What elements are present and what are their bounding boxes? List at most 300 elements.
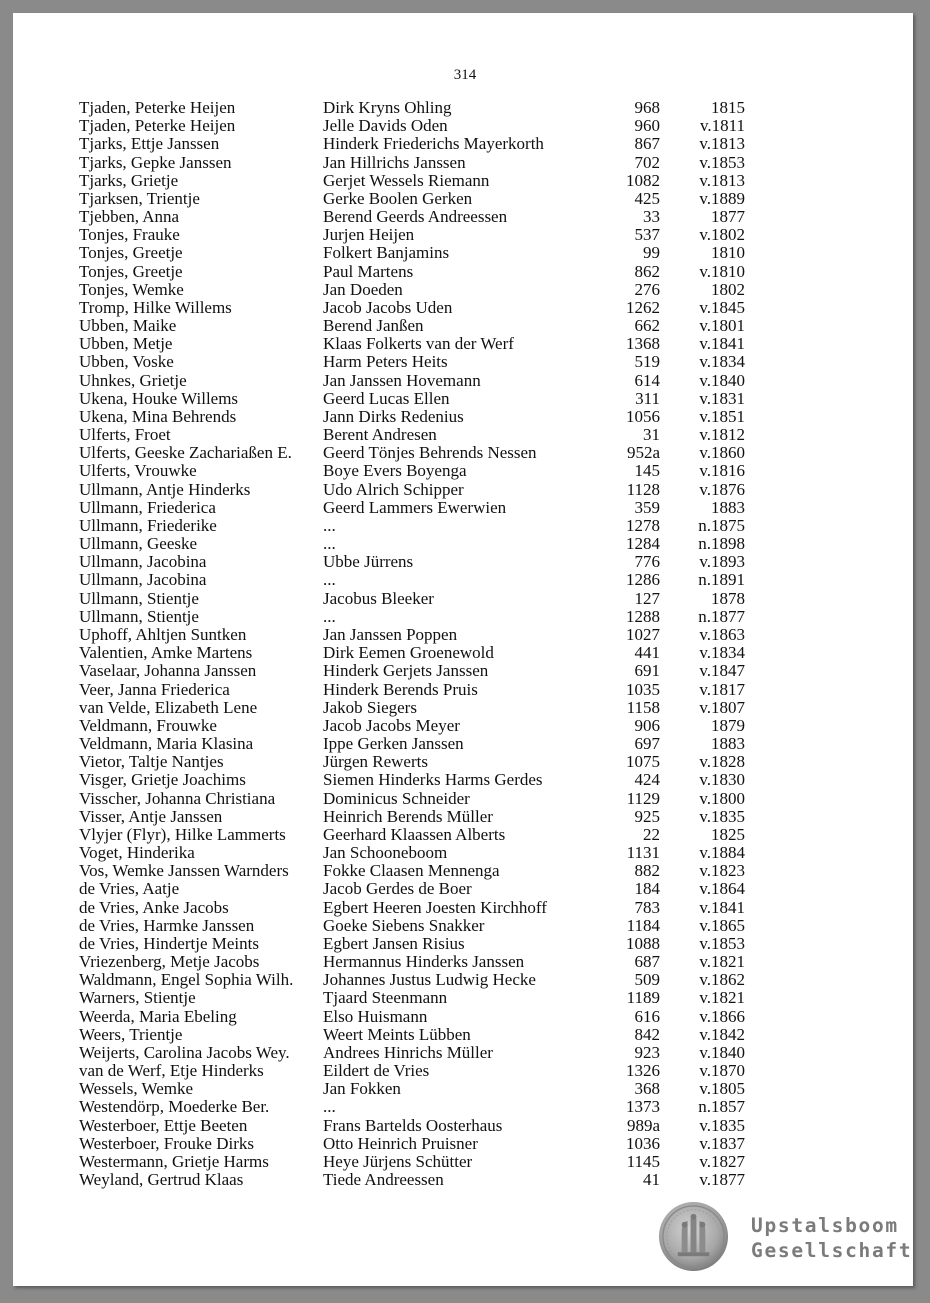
- person-name: Tjaden, Peterke Heijen: [79, 98, 236, 117]
- person-name: Weyland, Gertrud Klaas: [79, 1170, 244, 1190]
- person-name: Ullmann, Friederike: [79, 515, 217, 535]
- person-name: Valentien, Amke Martens: [79, 643, 253, 663]
- spouse-name: Ippe Gerken Janssen: [323, 734, 464, 754]
- person-name: Waldmann, Engel Sophia Wilh.: [79, 970, 294, 990]
- marriage-year: v.1807: [699, 697, 745, 717]
- spouse-name: Otto Heinrich Pruisner: [323, 1133, 478, 1153]
- person-name: Westendörp, Moederke Ber.: [79, 1097, 270, 1117]
- person-name: Ukena, Houke Willems: [79, 388, 239, 408]
- person-name: Westermann, Grietje Harms: [79, 1151, 269, 1171]
- person-name: Tjaden, Peterke Heijen: [79, 116, 236, 136]
- record-number: 1131: [626, 843, 660, 863]
- spouse-name: Dirk Kryns Ohling: [323, 98, 452, 117]
- record-number: 1088: [626, 933, 660, 953]
- spouse-name: Jan Schooneboom: [323, 843, 448, 863]
- person-name: de Vries, Anke Jacobs: [79, 897, 229, 917]
- spouse-name: Geerd Lammers Ewerwien: [323, 497, 507, 517]
- spouse-name: Jurjen Heijen: [323, 225, 415, 245]
- person-name: Voget, Hinderika: [79, 843, 195, 863]
- marriage-year: n.1898: [698, 534, 745, 554]
- register-row: [79, 608, 759, 626]
- spouse-name: Tiede Andreessen: [323, 1170, 444, 1190]
- record-number: 509: [634, 970, 660, 990]
- person-name: Ullmann, Jacobina: [79, 570, 207, 590]
- person-name: Weerda, Maria Ebeling: [79, 1006, 237, 1026]
- record-number: 99: [643, 243, 660, 263]
- register-row: [79, 317, 759, 335]
- record-number: 989a: [626, 1115, 660, 1135]
- spouse-name: Jürgen Rewerts: [323, 752, 428, 772]
- person-name: Tromp, Hilke Willems: [79, 297, 232, 317]
- record-number: 1278: [626, 515, 660, 535]
- marriage-year: v.1831: [699, 388, 745, 408]
- spouse-name: ...: [323, 1097, 336, 1117]
- spouse-name: Eildert de Vries: [323, 1061, 430, 1081]
- record-number: 311: [635, 388, 660, 408]
- register-row: [79, 826, 759, 844]
- person-name: Vlyjer (Flyr), Hilke Lammerts: [79, 824, 286, 844]
- marriage-year: v.1877: [699, 1170, 745, 1190]
- spouse-name: Andrees Hinrichs Müller: [323, 1042, 493, 1062]
- marriage-year: v.1845: [699, 297, 745, 317]
- record-number: 687: [634, 952, 660, 972]
- upstalsboom-logo: [658, 1197, 913, 1275]
- person-name: Vos, Wemke Janssen Warnders: [79, 861, 289, 881]
- spouse-name: Gerke Boolen Gerken: [323, 188, 473, 208]
- person-name: Vietor, Taltje Nantjes: [79, 752, 224, 772]
- register-row: [79, 1098, 759, 1116]
- marriage-year: n.1891: [698, 570, 745, 590]
- marriage-year: v.1876: [699, 479, 745, 499]
- spouse-name: Jacob Gerdes de Boer: [323, 879, 472, 899]
- spouse-name: Fokke Claasen Mennenga: [323, 861, 500, 881]
- marriage-year: v.1841: [699, 897, 745, 917]
- spouse-name: Paul Martens: [323, 261, 414, 281]
- marriage-year: v.1830: [699, 770, 745, 790]
- record-number: 1368: [626, 334, 660, 354]
- register-row: [79, 390, 759, 408]
- register-row: [79, 1044, 759, 1062]
- record-number: 537: [634, 225, 660, 245]
- record-number: 1286: [626, 570, 660, 590]
- register-row: [79, 444, 759, 462]
- register-row: [79, 426, 759, 444]
- register-row: [79, 953, 759, 971]
- spouse-name: Jan Fokken: [323, 1079, 401, 1099]
- person-name: Ullmann, Friederica: [79, 497, 216, 517]
- marriage-year: v.1870: [699, 1061, 745, 1081]
- person-name: Ubben, Metje: [79, 334, 173, 354]
- record-number: 867: [634, 134, 660, 154]
- record-number: 1036: [626, 1133, 660, 1153]
- register-row: [79, 717, 759, 735]
- record-number: 1184: [626, 915, 660, 935]
- record-number: 1129: [626, 788, 660, 808]
- record-number: 1056: [626, 406, 660, 426]
- marriage-year: v.1862: [699, 970, 745, 990]
- record-number: 1262: [626, 297, 660, 317]
- marriage-year: 1815: [711, 98, 745, 117]
- record-number: 697: [634, 734, 660, 754]
- person-name: Warners, Stientje: [79, 988, 196, 1008]
- spouse-name: Johannes Justus Ludwig Hecke: [323, 970, 536, 990]
- record-number: 923: [634, 1042, 660, 1062]
- marriage-year: v.1813: [699, 134, 745, 154]
- marriage-year: v.1813: [699, 170, 745, 190]
- person-name: Ulferts, Vrouwke: [79, 461, 197, 481]
- record-number: 1158: [626, 697, 660, 717]
- spouse-name: Berent Andresen: [323, 425, 437, 445]
- person-name: Veer, Janna Friederica: [79, 679, 230, 699]
- marriage-year: v.1842: [699, 1024, 745, 1044]
- marriage-year: v.1853: [699, 933, 745, 953]
- register-row: [79, 481, 759, 499]
- marriage-year: v.1865: [699, 915, 745, 935]
- spouse-name: Jacobus Bleeker: [323, 588, 434, 608]
- register-row: [79, 408, 759, 426]
- person-name: Tjarks, Ettje Janssen: [79, 134, 220, 154]
- logo-line-2: Gesellschaft: [751, 1239, 913, 1262]
- marriage-year: v.1853: [699, 152, 745, 172]
- register-row: [79, 299, 759, 317]
- record-number: 424: [634, 770, 660, 790]
- marriage-year: v.1893: [699, 552, 745, 572]
- record-number: 184: [634, 879, 660, 899]
- record-number: 1145: [626, 1151, 660, 1171]
- person-name: Ullmann, Stientje: [79, 606, 199, 626]
- record-number: 1082: [626, 170, 660, 190]
- marriage-year: v.1812: [699, 425, 745, 445]
- marriage-year: v.1863: [699, 624, 745, 644]
- record-number: 33: [643, 207, 660, 227]
- person-name: Visscher, Johanna Christiana: [79, 788, 276, 808]
- spouse-name: Elso Huismann: [323, 1006, 428, 1026]
- person-name: Westerboer, Ettje Beeten: [79, 1115, 248, 1135]
- register-row: [79, 1153, 759, 1171]
- spouse-name: Jan Doeden: [323, 279, 403, 299]
- person-name: Weers, Trientje: [79, 1024, 183, 1044]
- person-name: Tonjes, Wemke: [79, 279, 184, 299]
- person-name: Tjarks, Gepke Janssen: [79, 152, 232, 172]
- record-number: 1075: [626, 752, 660, 772]
- marriage-year: v.1889: [699, 188, 745, 208]
- spouse-name: Jann Dirks Redenius: [323, 406, 464, 426]
- marriage-register-list: [79, 99, 759, 1189]
- register-row: [79, 1026, 759, 1044]
- spouse-name: Klaas Folkerts van der Werf: [323, 334, 514, 354]
- page-number: 314: [453, 67, 477, 83]
- register-row: [79, 735, 759, 753]
- marriage-year: 1878: [711, 588, 745, 608]
- spouse-name: Jan Janssen Poppen: [323, 624, 458, 644]
- person-name: Ukena, Mina Behrends: [79, 406, 237, 426]
- record-number: 952a: [626, 443, 660, 463]
- person-name: Tonjes, Frauke: [79, 225, 180, 245]
- marriage-year: v.1821: [699, 988, 745, 1008]
- record-number: 862: [634, 261, 660, 281]
- record-number: 145: [634, 461, 660, 481]
- register-row: [79, 172, 759, 190]
- record-number: 519: [634, 352, 660, 372]
- spouse-name: Egbert Jansen Risius: [323, 933, 465, 953]
- spouse-name: Jan Janssen Hovemann: [323, 370, 481, 390]
- person-name: van Velde, Elizabeth Lene: [79, 697, 258, 717]
- marriage-year: v.1805: [699, 1079, 745, 1099]
- record-number: 368: [634, 1079, 660, 1099]
- record-number: 276: [634, 279, 660, 299]
- marriage-year: v.1810: [699, 261, 745, 281]
- person-name: Tonjes, Greetje: [79, 243, 183, 263]
- marriage-year: v.1800: [699, 788, 745, 808]
- record-number: 776: [634, 552, 660, 572]
- person-name: Tonjes, Greetje: [79, 261, 183, 281]
- record-number: 1128: [626, 479, 660, 499]
- record-number: 1035: [626, 679, 660, 699]
- person-name: Ullmann, Stientje: [79, 588, 199, 608]
- register-row: [79, 590, 759, 608]
- record-number: 1373: [626, 1097, 660, 1117]
- register-row: [79, 1008, 759, 1026]
- spouse-name: Geerd Tönjes Behrends Nessen: [323, 443, 537, 463]
- person-name: Ulferts, Froet: [79, 425, 171, 445]
- spouse-name: Udo Alrich Schipper: [323, 479, 464, 499]
- register-row: [79, 971, 759, 989]
- person-name: Veldmann, Frouwke: [79, 715, 217, 735]
- marriage-year: 1802: [711, 279, 745, 299]
- register-row: [79, 154, 759, 172]
- register-row: [79, 681, 759, 699]
- register-row: [79, 844, 759, 862]
- register-row: [79, 226, 759, 244]
- marriage-year: v.1835: [699, 806, 745, 826]
- register-row: [79, 117, 759, 135]
- register-row: [79, 553, 759, 571]
- register-row: [79, 808, 759, 826]
- marriage-year: v.1811: [699, 116, 745, 136]
- record-number: 882: [634, 861, 660, 881]
- person-name: Ubben, Maike: [79, 316, 177, 336]
- marriage-year: v.1864: [699, 879, 745, 899]
- record-number: 842: [634, 1024, 660, 1044]
- person-name: Wessels, Wemke: [79, 1079, 194, 1099]
- spouse-name: ...: [323, 534, 336, 554]
- register-row: [79, 1171, 759, 1189]
- marriage-year: 1825: [711, 824, 745, 844]
- register-row: [79, 499, 759, 517]
- spouse-name: Hermannus Hinderks Janssen: [323, 952, 525, 972]
- register-row: [79, 771, 759, 789]
- register-row: [79, 517, 759, 535]
- register-row: [79, 372, 759, 390]
- marriage-year: v.1835: [699, 1115, 745, 1135]
- record-number: 1326: [626, 1061, 660, 1081]
- marriage-year: n.1857: [698, 1097, 745, 1117]
- register-row: [79, 281, 759, 299]
- register-row: [79, 753, 759, 771]
- marriage-year: 1883: [711, 734, 745, 754]
- register-row: [79, 1062, 759, 1080]
- person-name: Westerboer, Frouke Dirks: [79, 1133, 254, 1153]
- person-name: Tjarks, Grietje: [79, 170, 179, 190]
- register-row: [79, 790, 759, 808]
- register-row: [79, 917, 759, 935]
- spouse-name: Jelle Davids Oden: [323, 116, 448, 136]
- spouse-name: Ubbe Jürrens: [323, 552, 414, 572]
- register-row: [79, 862, 759, 880]
- record-number: 1284: [626, 534, 660, 554]
- register-row: [79, 662, 759, 680]
- marriage-year: v.1841: [699, 334, 745, 354]
- marriage-year: v.1802: [699, 225, 745, 245]
- register-row: [79, 335, 759, 353]
- register-row: [79, 135, 759, 153]
- marriage-year: v.1816: [699, 461, 745, 481]
- marriage-year: v.1827: [699, 1151, 745, 1171]
- spouse-name: Goeke Siebens Snakker: [323, 915, 485, 935]
- spouse-name: Hinderk Gerjets Janssen: [323, 661, 489, 681]
- record-number: 1288: [626, 606, 660, 626]
- spouse-name: Jacob Jacobs Uden: [323, 297, 453, 317]
- marriage-year: v.1828: [699, 752, 745, 772]
- person-name: Visser, Antje Janssen: [79, 806, 223, 826]
- person-name: de Vries, Harmke Janssen: [79, 915, 255, 935]
- person-name: Vaselaar, Johanna Janssen: [79, 661, 257, 681]
- record-number: 41: [643, 1170, 660, 1190]
- record-number: 441: [634, 643, 660, 663]
- spouse-name: Jacob Jacobs Meyer: [323, 715, 460, 735]
- spouse-name: ...: [323, 606, 336, 626]
- register-row: [79, 1117, 759, 1135]
- record-number: 691: [634, 661, 660, 681]
- spouse-name: ...: [323, 515, 336, 535]
- record-number: 968: [634, 98, 660, 117]
- record-number: 702: [634, 152, 660, 172]
- marriage-year: v.1847: [699, 661, 745, 681]
- register-row: [79, 989, 759, 1007]
- person-name: Uphoff, Ahltjen Suntken: [79, 624, 247, 644]
- spouse-name: Heinrich Berends Müller: [323, 806, 493, 826]
- record-number: 783: [634, 897, 660, 917]
- register-row: [79, 263, 759, 281]
- person-name: Tjarksen, Trientje: [79, 188, 200, 208]
- record-number: 614: [634, 370, 660, 390]
- record-number: 662: [634, 316, 660, 336]
- marriage-year: v.1866: [699, 1006, 745, 1026]
- register-row: [79, 190, 759, 208]
- register-row: [79, 208, 759, 226]
- record-number: 1189: [626, 988, 660, 1008]
- person-name: Ubben, Voske: [79, 352, 174, 372]
- register-row: [79, 462, 759, 480]
- spouse-name: Gerjet Wessels Riemann: [323, 170, 490, 190]
- marriage-year: v.1884: [699, 843, 745, 863]
- person-name: Weijerts, Carolina Jacobs Wey.: [79, 1042, 290, 1062]
- spouse-name: Geerd Lucas Ellen: [323, 388, 450, 408]
- register-row: [79, 626, 759, 644]
- record-number: 616: [634, 1006, 660, 1026]
- record-number: 960: [634, 116, 660, 136]
- marriage-year: v.1851: [699, 406, 745, 426]
- spouse-name: Hinderk Friederichs Mayerkorth: [323, 134, 544, 154]
- person-name: de Vries, Hindertje Meints: [79, 933, 259, 953]
- person-name: Visger, Grietje Joachims: [79, 770, 246, 790]
- person-name: Ullmann, Jacobina: [79, 552, 207, 572]
- person-name: Uhnkes, Grietje: [79, 370, 187, 390]
- marriage-year: 1877: [711, 207, 745, 227]
- marriage-year: v.1821: [699, 952, 745, 972]
- marriage-year: v.1834: [699, 352, 745, 372]
- spouse-name: Berend Geerds Andreessen: [323, 207, 508, 227]
- person-name: Vriezenberg, Metje Jacobs: [79, 952, 260, 972]
- spouse-name: Folkert Banjamins: [323, 243, 450, 263]
- record-number: 925: [634, 806, 660, 826]
- register-row: [79, 1135, 759, 1153]
- spouse-name: Berend Janßen: [323, 316, 424, 336]
- logo-line-1: Upstalsboom: [751, 1214, 899, 1237]
- register-row: [79, 699, 759, 717]
- spouse-name: Hinderk Berends Pruis: [323, 679, 478, 699]
- marriage-year: v.1817: [699, 679, 745, 699]
- marriage-year: v.1840: [699, 370, 745, 390]
- marriage-year: 1810: [711, 243, 745, 263]
- record-number: 22: [643, 824, 660, 844]
- marriage-year: n.1877: [698, 606, 745, 626]
- person-name: Tjebben, Anna: [79, 207, 180, 227]
- register-row: [79, 644, 759, 662]
- person-name: Ullmann, Geeske: [79, 534, 198, 554]
- record-number: 906: [634, 715, 660, 735]
- marriage-year: 1879: [711, 715, 745, 735]
- register-row: [79, 353, 759, 371]
- marriage-year: 1883: [711, 497, 745, 517]
- record-number: 31: [643, 425, 660, 445]
- marriage-year: v.1840: [699, 1042, 745, 1062]
- spouse-name: Geerhard Klaassen Alberts: [323, 824, 506, 844]
- register-row: [79, 899, 759, 917]
- marriage-year: v.1834: [699, 643, 745, 663]
- person-name: Ullmann, Antje Hinderks: [79, 479, 251, 499]
- person-name: de Vries, Aatje: [79, 879, 180, 899]
- register-row: [79, 571, 759, 589]
- spouse-name: Weert Meints Lübben: [323, 1024, 471, 1044]
- spouse-name: ...: [323, 570, 336, 590]
- person-name: van de Werf, Etje Hinderks: [79, 1061, 264, 1081]
- marriage-year: v.1837: [699, 1133, 745, 1153]
- record-number: 1027: [626, 624, 660, 644]
- spouse-name: Siemen Hinderks Harms Gerdes: [323, 770, 543, 790]
- marriage-year: v.1860: [699, 443, 745, 463]
- spouse-name: Harm Peters Heits: [323, 352, 448, 372]
- record-number: 127: [634, 588, 660, 608]
- marriage-year: v.1823: [699, 861, 745, 881]
- marriage-year: n.1875: [698, 515, 745, 535]
- spouse-name: Dirk Eemen Groenewold: [323, 643, 494, 663]
- spouse-name: Jakob Siegers: [323, 697, 417, 717]
- spouse-name: Heye Jürjens Schütter: [323, 1151, 473, 1171]
- person-name: Ulferts, Geeske Zachariaßen E.: [79, 443, 292, 463]
- record-number: 425: [634, 188, 660, 208]
- record-number: 359: [634, 497, 660, 517]
- marriage-year: v.1801: [699, 316, 745, 336]
- register-row: [79, 880, 759, 898]
- register-row: [79, 244, 759, 262]
- register-row: [79, 935, 759, 953]
- spouse-name: Egbert Heeren Joesten Kirchhoff: [323, 897, 547, 917]
- spouse-name: Frans Bartelds Oosterhaus: [323, 1115, 503, 1135]
- person-name: Veldmann, Maria Klasina: [79, 734, 254, 754]
- register-row: [79, 535, 759, 553]
- spouse-name: Dominicus Schneider: [323, 788, 470, 808]
